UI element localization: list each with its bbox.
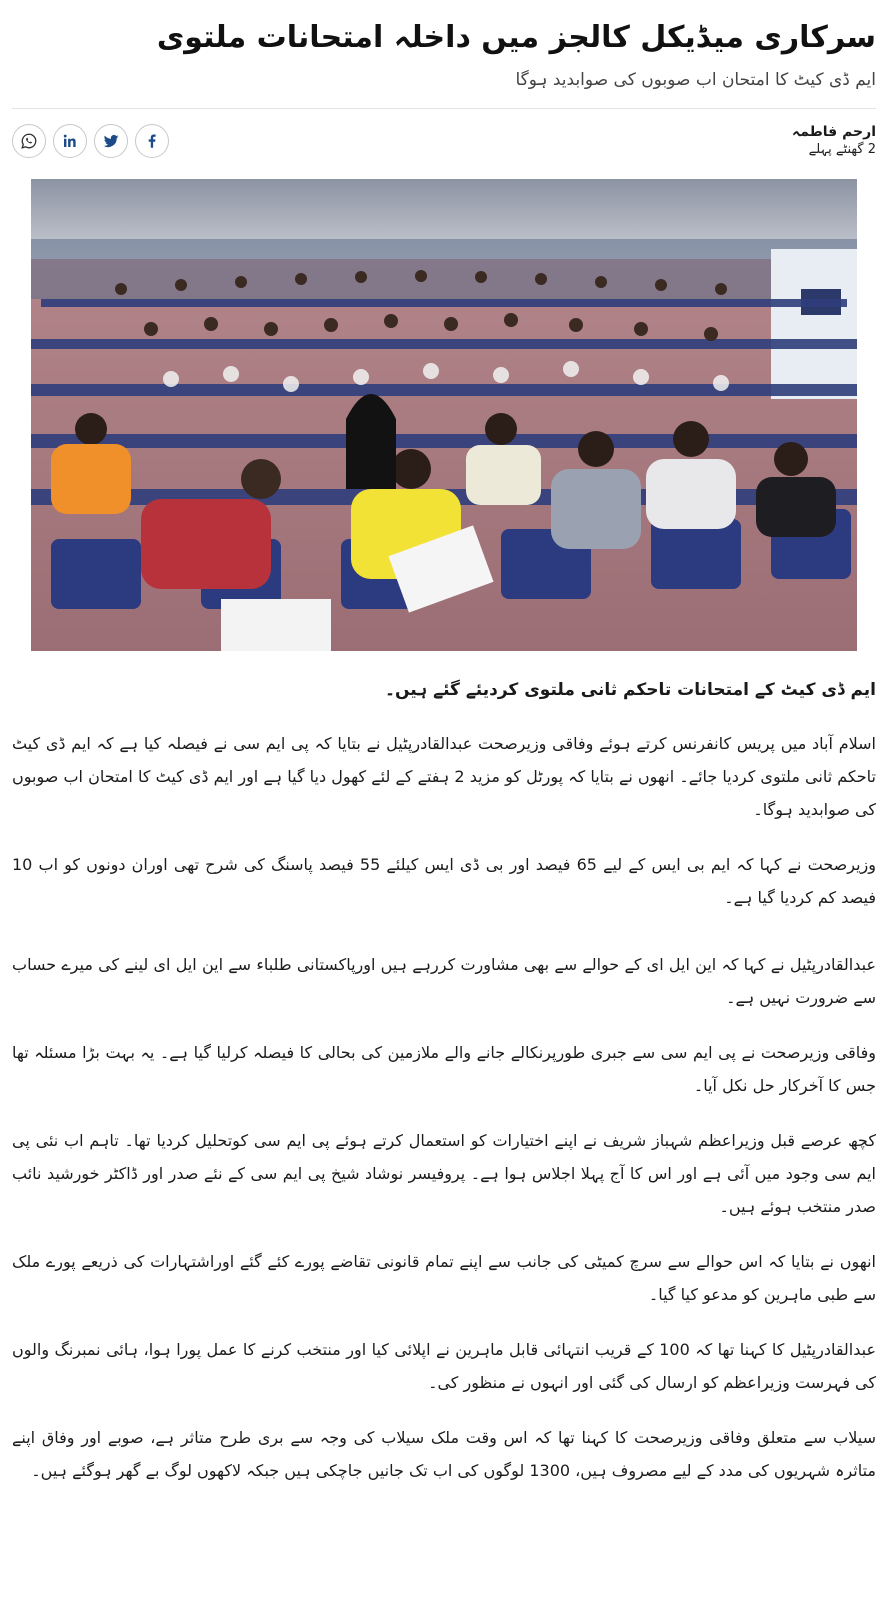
article-paragraph: کچھ عرصے قبل وزیراعظم شہباز شریف نے اپنے اختیارات کو استعمال کرتے ہوئے پی ایم سی کوتحلیل کردیا تھا۔ تاہم اب نئی پی ایم سی وجود میں آئی ہے اور اس کا آج پہلا اجلاس ہوا ہے۔ پروفیسر نوشاد شیخ پی ایم سی کے نئے صدر اور ڈاکٹر خورشید نائب صدر منتخب ہوئے ہیں۔: [12, 1131, 876, 1216]
article-paragraph: وزیرصحت نے کہا کہ ایم بی ایس کے لیے 65 فیصد اور بی ڈی ایس کیلئے 55 فیصد پاسنگ کی شرح تھی اوران دونوں کو اب 10 فیصد کم کردیا گیا ہے۔: [12, 855, 876, 907]
linkedin-share-button[interactable]: [53, 124, 87, 158]
article-lead: ایم ڈی کیٹ کے امتحانات تاحکم ثانی ملتوی کردیئے گئے ہیں۔: [385, 680, 876, 700]
article-paragraph: عبدالقادرپٹیل کا کہنا تھا کہ 100 کے قریب انتہائی قابل ماہرین نے اپلائی کیا اور منتخب کرنے کا عمل پورا ہوا، ہائی نمبرنگ والوں کی فہرست وزیراعظم کو ارسال کی گئی اور انہوں نے منظور کی۔: [12, 1340, 877, 1392]
divider: [12, 108, 876, 109]
article-paragraph: سیلاب سے متعلق وفاقی وزیرصحت کا کہنا تھا کہ اس وقت ملک سیلاب کی وجہ سے بری طرح متاثر ہے، صوبے اور وفاق اپنے متاثرہ شہریوں کی مدد کے لیے مصروف ہیں، 1300 لوگوں کی اب تک جانیں جاچکی ہیں جبکہ لاکھوں لوگ بے گھر ہوگئے ہیں۔: [12, 1428, 876, 1480]
share-bar: [12, 124, 169, 158]
article-paragraph: عبدالقادرپٹیل نے کہا کہ این ایل ای کے حوالے سے بھی مشاورت کررہے ہیں اورپاکستانی طلباء سے این ایل ای لینے کی میرے حساب سے ضرورت نہیں ہے۔: [12, 955, 876, 1007]
article-paragraph: وفاقی وزیرصحت نے پی ایم سی سے جبری طورپرنکالے جانے والے ملازمین کی بحالی کا فیصلہ کرلیا گیا ہے۔ یہ بہت بڑا مسئلہ تھا جس کا آخرکار حل نکل آیا۔: [12, 1043, 876, 1095]
twitter-icon: [102, 132, 120, 150]
article-subheadline: ایم ڈی کیٹ کا امتحان اب صوبوں کی صوابدید ہوگا: [515, 70, 876, 90]
facebook-icon: [143, 132, 161, 150]
article-paragraph: انھوں نے بتایا کہ اس حوالے سے سرچ کمیٹی کی جانب سے اپنے تمام قانونی تقاضے پورے کئے گئے اوراشتہارات کی ذریعے پورے ملک سے طبی ماہرین کو مدعو کیا گیا۔: [12, 1252, 876, 1304]
whatsapp-share-button[interactable]: [12, 124, 46, 158]
twitter-share-button[interactable]: [94, 124, 128, 158]
byline: [792, 123, 876, 159]
byline-row: [12, 119, 876, 163]
whatsapp-icon: [20, 132, 38, 150]
exam-hall-photo: [31, 179, 857, 651]
publish-time: 2 گھنٹے پہلے: [808, 142, 876, 157]
linkedin-icon: [61, 132, 79, 150]
article-paragraph: اسلام آباد میں پریس کانفرنس کرتے ہوئے وفاقی وزیرصحت عبدالقادرپٹیل نے بتایا کہ پی ایم سی نے فیصلہ کیا ہے کہ ایم ڈی کیٹ تاحکم ثانی ملتوی کردیا جائے۔ انھوں نے بتایا کہ پورٹل کو مزید 2 ہفتے کے لئے کھول دیا گیا ہے اور ایم ڈی کیٹ کا امتحان اب صوبوں کی صوابدید ہوگا۔: [12, 734, 876, 819]
facebook-share-button[interactable]: [135, 124, 169, 158]
author-name[interactable]: ارحم فاطمہ: [792, 124, 876, 140]
article-headline: سرکاری میڈیکل کالجز میں داخلہ امتحانات ملتوی: [156, 20, 876, 55]
article-image: [31, 179, 857, 651]
